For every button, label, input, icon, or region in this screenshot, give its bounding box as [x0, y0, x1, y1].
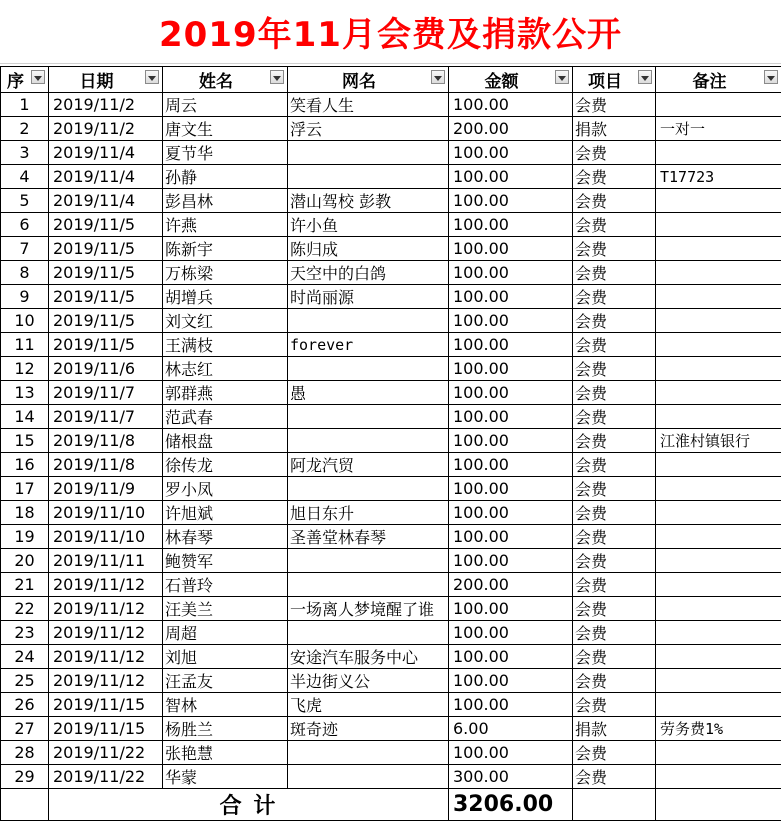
cell-note[interactable]: 一对一	[656, 117, 781, 141]
table-row	[1, 237, 781, 261]
cell-item[interactable]: 捐款	[573, 117, 656, 141]
cell-name[interactable]: 万栋梁	[163, 261, 288, 285]
cell-item[interactable]: 会费	[573, 261, 656, 285]
cell-amount[interactable]: 100.00	[449, 453, 573, 477]
cell-item[interactable]: 会费	[573, 573, 656, 597]
total-blank-cell[interactable]	[1, 789, 49, 821]
total-label: 合 计	[49, 789, 449, 821]
cell-nickname[interactable]: forever	[288, 333, 449, 357]
table-row	[1, 285, 781, 309]
cell-name[interactable]: 杨胜兰	[163, 717, 288, 741]
cell-seq[interactable]: 26	[1, 693, 49, 717]
cell-seq[interactable]: 13	[1, 381, 49, 405]
cell-item[interactable]: 会费	[573, 381, 656, 405]
cell-name[interactable]: 汪孟友	[163, 669, 288, 693]
cell-note[interactable]	[656, 405, 781, 429]
cell-note[interactable]	[656, 573, 781, 597]
cell-nickname[interactable]: 一场离人梦境醒了谁	[288, 597, 449, 621]
filter-dropdown-icon[interactable]	[431, 70, 445, 84]
col-header-item: 项目	[573, 67, 656, 93]
cell-note[interactable]	[656, 141, 781, 165]
cell-seq[interactable]: 3	[1, 141, 49, 165]
cell-note[interactable]	[656, 549, 781, 573]
cell-name[interactable]: 王满枝	[163, 333, 288, 357]
cell-note[interactable]: 劳务费1%	[656, 717, 781, 741]
table-row	[1, 693, 781, 717]
cell-amount[interactable]: 100.00	[449, 525, 573, 549]
table-row	[1, 573, 781, 597]
cell-date[interactable]: 2019/11/8	[49, 429, 163, 453]
cell-date[interactable]: 2019/11/10	[49, 525, 163, 549]
cell-nickname[interactable]: 浮云	[288, 117, 449, 141]
table-row	[1, 621, 781, 645]
table-row	[1, 333, 781, 357]
cell-seq[interactable]: 5	[1, 189, 49, 213]
cell-date[interactable]: 2019/11/5	[49, 285, 163, 309]
header-row	[1, 67, 781, 93]
cell-seq[interactable]: 19	[1, 525, 49, 549]
cell-name[interactable]: 张艳慧	[163, 741, 288, 765]
cell-note[interactable]	[656, 381, 781, 405]
cell-nickname[interactable]: 阿龙汽贸	[288, 453, 449, 477]
cell-date[interactable]: 2019/11/12	[49, 597, 163, 621]
cell-note[interactable]	[656, 333, 781, 357]
cell-date[interactable]: 2019/11/12	[49, 621, 163, 645]
cell-date[interactable]: 2019/11/7	[49, 381, 163, 405]
table-row	[1, 429, 781, 453]
cell-date[interactable]: 2019/11/7	[49, 405, 163, 429]
cell-nickname[interactable]	[288, 141, 449, 165]
cell-date[interactable]: 2019/11/15	[49, 693, 163, 717]
cell-item[interactable]: 会费	[573, 309, 656, 333]
cell-note[interactable]	[656, 669, 781, 693]
table-row	[1, 741, 781, 765]
cell-nickname[interactable]: 半边街义公	[288, 669, 449, 693]
cell-date[interactable]: 2019/11/5	[49, 237, 163, 261]
cell-item[interactable]: 会费	[573, 93, 656, 117]
cell-item[interactable]: 会费	[573, 669, 656, 693]
cell-note[interactable]	[656, 357, 781, 381]
cell-date[interactable]: 2019/11/12	[49, 645, 163, 669]
filter-dropdown-icon[interactable]	[555, 70, 569, 84]
table-row	[1, 525, 781, 549]
table-row	[1, 213, 781, 237]
cell-seq[interactable]: 14	[1, 405, 49, 429]
cell-nickname[interactable]	[288, 309, 449, 333]
cell-item[interactable]: 会费	[573, 549, 656, 573]
cell-nickname[interactable]	[288, 429, 449, 453]
filter-dropdown-icon[interactable]	[270, 70, 284, 84]
cell-seq[interactable]: 16	[1, 453, 49, 477]
cell-item[interactable]: 会费	[573, 741, 656, 765]
cell-name[interactable]: 许燕	[163, 213, 288, 237]
table-row	[1, 477, 781, 501]
table-row	[1, 597, 781, 621]
cell-item[interactable]: 会费	[573, 189, 656, 213]
cell-note[interactable]	[656, 261, 781, 285]
cell-item[interactable]: 会费	[573, 645, 656, 669]
cell-date[interactable]: 2019/11/5	[49, 309, 163, 333]
cell-nickname[interactable]	[288, 621, 449, 645]
cell-seq[interactable]: 27	[1, 717, 49, 741]
col-header-amount: 金额	[449, 67, 573, 93]
table-row	[1, 189, 781, 213]
cell-date[interactable]: 2019/11/8	[49, 453, 163, 477]
col-header-nick: 网名	[288, 67, 449, 93]
cell-date[interactable]: 2019/11/15	[49, 717, 163, 741]
cell-seq[interactable]: 18	[1, 501, 49, 525]
cell-date[interactable]: 2019/11/5	[49, 261, 163, 285]
cell-item[interactable]: 会费	[573, 477, 656, 501]
cell-item[interactable]: 会费	[573, 357, 656, 381]
total-blank-cell[interactable]	[656, 789, 781, 821]
cell-name[interactable]: 陈新宇	[163, 237, 288, 261]
cell-amount[interactable]: 100.00	[449, 285, 573, 309]
cell-item[interactable]: 会费	[573, 693, 656, 717]
table-row	[1, 549, 781, 573]
cell-nickname[interactable]	[288, 405, 449, 429]
cell-note[interactable]	[656, 189, 781, 213]
cell-amount[interactable]: 100.00	[449, 261, 573, 285]
cell-seq[interactable]: 17	[1, 477, 49, 501]
cell-seq[interactable]: 28	[1, 741, 49, 765]
cell-amount[interactable]: 100.00	[449, 429, 573, 453]
table-row	[1, 645, 781, 669]
cell-amount[interactable]: 6.00	[449, 717, 573, 741]
cell-note[interactable]	[656, 765, 781, 789]
cell-item[interactable]: 会费	[573, 165, 656, 189]
cell-name[interactable]: 郭群燕	[163, 381, 288, 405]
cell-name[interactable]: 汪美兰	[163, 597, 288, 621]
cell-name[interactable]: 徐传龙	[163, 453, 288, 477]
cell-note[interactable]	[656, 213, 781, 237]
cell-item[interactable]: 会费	[573, 405, 656, 429]
cell-note[interactable]	[656, 453, 781, 477]
cell-name[interactable]: 唐文生	[163, 117, 288, 141]
table-row	[1, 669, 781, 693]
cell-note[interactable]	[656, 93, 781, 117]
cell-amount[interactable]: 100.00	[449, 669, 573, 693]
cell-nickname[interactable]	[288, 165, 449, 189]
table-row	[1, 765, 781, 789]
cell-date[interactable]: 2019/11/22	[49, 765, 163, 789]
cell-nickname[interactable]: 潜山驾校 彭教	[288, 189, 449, 213]
cell-name[interactable]: 华蒙	[163, 765, 288, 789]
cell-seq[interactable]: 15	[1, 429, 49, 453]
cell-date[interactable]: 2019/11/4	[49, 141, 163, 165]
col-header-date: 日期	[49, 67, 163, 93]
cell-seq[interactable]: 22	[1, 597, 49, 621]
cell-seq[interactable]: 29	[1, 765, 49, 789]
total-blank-cell[interactable]	[573, 789, 656, 821]
cell-amount[interactable]: 100.00	[449, 693, 573, 717]
cell-amount[interactable]: 300.00	[449, 765, 573, 789]
cell-amount[interactable]: 100.00	[449, 141, 573, 165]
table-row	[1, 405, 781, 429]
cell-seq[interactable]: 23	[1, 621, 49, 645]
total-amount: 3206.00	[449, 789, 573, 821]
cell-name[interactable]: 夏节华	[163, 141, 288, 165]
cell-nickname[interactable]	[288, 573, 449, 597]
cell-item[interactable]: 会费	[573, 765, 656, 789]
cell-name[interactable]: 胡增兵	[163, 285, 288, 309]
table-row	[1, 165, 781, 189]
cell-amount[interactable]: 100.00	[449, 645, 573, 669]
cell-date[interactable]: 2019/11/5	[49, 333, 163, 357]
cell-note[interactable]	[656, 525, 781, 549]
table-row	[1, 261, 781, 285]
cell-nickname[interactable]: 愚	[288, 381, 449, 405]
cell-amount[interactable]: 100.00	[449, 405, 573, 429]
cell-nickname[interactable]	[288, 549, 449, 573]
cell-amount[interactable]: 100.00	[449, 621, 573, 645]
cell-name[interactable]: 林志红	[163, 357, 288, 381]
cell-amount[interactable]: 100.00	[449, 189, 573, 213]
filter-dropdown-icon[interactable]	[31, 70, 45, 84]
cell-seq[interactable]: 7	[1, 237, 49, 261]
table-row	[1, 381, 781, 405]
table-row	[1, 357, 781, 381]
cell-nickname[interactable]	[288, 765, 449, 789]
cell-note[interactable]	[656, 477, 781, 501]
cell-name[interactable]: 林春琴	[163, 525, 288, 549]
cell-nickname[interactable]: 许小鱼	[288, 213, 449, 237]
cell-amount[interactable]: 100.00	[449, 477, 573, 501]
cell-name[interactable]: 彭昌林	[163, 189, 288, 213]
cell-amount[interactable]: 100.00	[449, 381, 573, 405]
cell-amount[interactable]: 100.00	[449, 501, 573, 525]
cell-seq[interactable]: 9	[1, 285, 49, 309]
table-row	[1, 309, 781, 333]
cell-item[interactable]: 会费	[573, 333, 656, 357]
cell-item[interactable]: 捐款	[573, 717, 656, 741]
cell-note[interactable]	[656, 309, 781, 333]
cell-name[interactable]: 范武春	[163, 405, 288, 429]
cell-seq[interactable]: 6	[1, 213, 49, 237]
sheet-title: 2019年11月会费及捐款公开	[0, 0, 781, 64]
cell-date[interactable]: 2019/11/9	[49, 477, 163, 501]
cell-nickname[interactable]	[288, 477, 449, 501]
cell-item[interactable]: 会费	[573, 525, 656, 549]
donation-table	[0, 66, 781, 821]
filter-dropdown-icon[interactable]	[764, 70, 778, 84]
cell-item[interactable]: 会费	[573, 429, 656, 453]
cell-note[interactable]: T17723	[656, 165, 781, 189]
cell-item[interactable]: 会费	[573, 501, 656, 525]
table-row	[1, 117, 781, 141]
cell-nickname[interactable]: 天空中的白鸽	[288, 261, 449, 285]
cell-nickname[interactable]	[288, 741, 449, 765]
cell-nickname[interactable]: 飞虎	[288, 693, 449, 717]
cell-item[interactable]: 会费	[573, 621, 656, 645]
filter-dropdown-icon[interactable]	[638, 70, 652, 84]
cell-item[interactable]: 会费	[573, 285, 656, 309]
cell-seq[interactable]: 4	[1, 165, 49, 189]
table-row	[1, 453, 781, 477]
cell-note[interactable]	[656, 597, 781, 621]
cell-name[interactable]: 周超	[163, 621, 288, 645]
cell-nickname[interactable]: 陈归成	[288, 237, 449, 261]
cell-seq[interactable]: 8	[1, 261, 49, 285]
cell-amount[interactable]: 100.00	[449, 213, 573, 237]
cell-amount[interactable]: 100.00	[449, 237, 573, 261]
cell-seq[interactable]: 25	[1, 669, 49, 693]
cell-name[interactable]: 智林	[163, 693, 288, 717]
cell-item[interactable]: 会费	[573, 141, 656, 165]
cell-nickname[interactable]: 斑奇迹	[288, 717, 449, 741]
cell-note[interactable]	[656, 693, 781, 717]
cell-name[interactable]: 孙静	[163, 165, 288, 189]
cell-note[interactable]	[656, 285, 781, 309]
cell-amount[interactable]: 100.00	[449, 357, 573, 381]
cell-date[interactable]: 2019/11/4	[49, 189, 163, 213]
cell-name[interactable]: 许旭斌	[163, 501, 288, 525]
cell-amount[interactable]: 100.00	[449, 549, 573, 573]
cell-name[interactable]: 石普玲	[163, 573, 288, 597]
filter-dropdown-icon[interactable]	[145, 70, 159, 84]
cell-note[interactable]	[656, 621, 781, 645]
cell-name[interactable]: 刘文红	[163, 309, 288, 333]
cell-seq[interactable]: 24	[1, 645, 49, 669]
cell-name[interactable]: 罗小凤	[163, 477, 288, 501]
cell-nickname[interactable]	[288, 357, 449, 381]
cell-date[interactable]: 2019/11/10	[49, 501, 163, 525]
cell-nickname[interactable]: 圣善堂林春琴	[288, 525, 449, 549]
cell-note[interactable]	[656, 237, 781, 261]
cell-nickname[interactable]: 旭日东升	[288, 501, 449, 525]
cell-name[interactable]: 周云	[163, 93, 288, 117]
cell-seq[interactable]: 12	[1, 357, 49, 381]
cell-seq[interactable]: 11	[1, 333, 49, 357]
cell-date[interactable]: 2019/11/11	[49, 549, 163, 573]
cell-date[interactable]: 2019/11/5	[49, 213, 163, 237]
cell-item[interactable]: 会费	[573, 453, 656, 477]
cell-item[interactable]: 会费	[573, 213, 656, 237]
cell-seq[interactable]: 1	[1, 93, 49, 117]
cell-date[interactable]: 2019/11/2	[49, 93, 163, 117]
col-header-note: 备注	[656, 67, 781, 93]
cell-amount[interactable]: 100.00	[449, 165, 573, 189]
cell-amount[interactable]: 100.00	[449, 93, 573, 117]
cell-date[interactable]: 2019/11/12	[49, 573, 163, 597]
col-header-seq: 序	[1, 67, 49, 93]
cell-amount[interactable]: 100.00	[449, 741, 573, 765]
cell-name[interactable]: 储根盘	[163, 429, 288, 453]
cell-seq[interactable]: 2	[1, 117, 49, 141]
cell-amount[interactable]: 100.00	[449, 309, 573, 333]
cell-seq[interactable]: 20	[1, 549, 49, 573]
cell-seq[interactable]: 21	[1, 573, 49, 597]
cell-item[interactable]: 会费	[573, 237, 656, 261]
table-row	[1, 141, 781, 165]
cell-seq[interactable]: 10	[1, 309, 49, 333]
cell-date[interactable]: 2019/11/22	[49, 741, 163, 765]
cell-nickname[interactable]: 安途汽车服务中心	[288, 645, 449, 669]
cell-note[interactable]	[656, 501, 781, 525]
cell-date[interactable]: 2019/11/4	[49, 165, 163, 189]
col-header-name: 姓名	[163, 67, 288, 93]
cell-nickname[interactable]: 时尚丽源	[288, 285, 449, 309]
table-row	[1, 501, 781, 525]
cell-name[interactable]: 刘旭	[163, 645, 288, 669]
cell-note[interactable]	[656, 645, 781, 669]
cell-amount[interactable]: 100.00	[449, 597, 573, 621]
cell-amount[interactable]: 200.00	[449, 573, 573, 597]
cell-item[interactable]: 会费	[573, 597, 656, 621]
cell-note[interactable]: 江淮村镇银行	[656, 429, 781, 453]
total-row	[1, 789, 781, 821]
cell-name[interactable]: 鲍赞军	[163, 549, 288, 573]
cell-date[interactable]: 2019/11/12	[49, 669, 163, 693]
cell-nickname[interactable]: 笑看人生	[288, 93, 449, 117]
cell-date[interactable]: 2019/11/2	[49, 117, 163, 141]
cell-note[interactable]	[656, 741, 781, 765]
table-row	[1, 717, 781, 741]
cell-amount[interactable]: 100.00	[449, 333, 573, 357]
cell-date[interactable]: 2019/11/6	[49, 357, 163, 381]
table-row	[1, 93, 781, 117]
cell-amount[interactable]: 200.00	[449, 117, 573, 141]
